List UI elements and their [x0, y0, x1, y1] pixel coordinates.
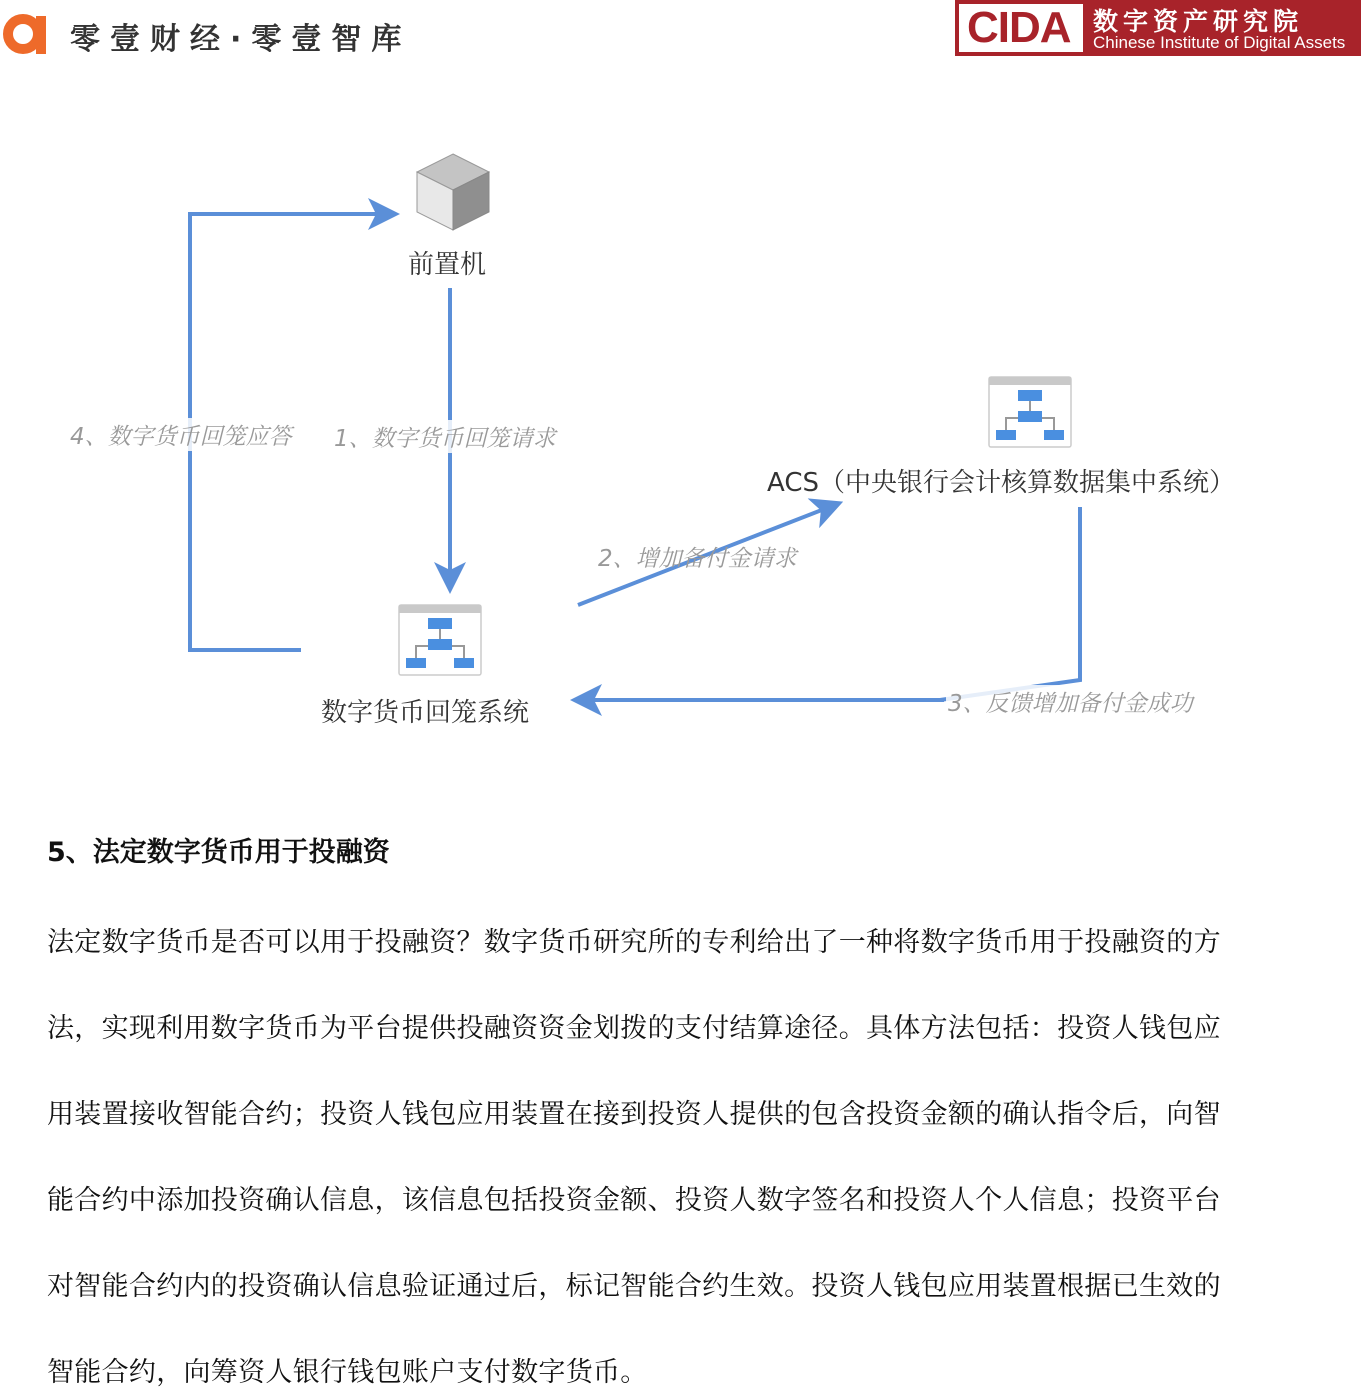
cida-letters: CIDA: [967, 3, 1071, 52]
hierarchy-system-icon: [988, 376, 1072, 448]
brand-name: 零壹财经·零壹智库: [70, 22, 412, 57]
paragraph-line: 能合约中添加投资确认信息，该信息包括投资金额、投资人数字签名和投资人个人信息；投资平台: [47, 1185, 1221, 1216]
edge-label-step2: 2、增加备付金请求: [598, 546, 797, 572]
edge-label-step3: 3、反馈增加备付金成功: [946, 685, 1195, 718]
cida-en-name: Chinese Institute of Digital Assets: [1093, 33, 1346, 52]
node-acs: ACS（中央银行会计核算数据集中系统）: [767, 468, 1235, 498]
flow-diagram: [0, 140, 1361, 760]
edge-label-step1: 1、数字货币回笼请求: [332, 420, 558, 453]
paragraph-line: 法，实现利用数字货币为平台提供投融资资金划拨的支付结算途径。具体方法包括：投资人钱包应: [47, 1013, 1221, 1044]
cida-cn-name: 数字资产研究院: [1093, 7, 1304, 36]
edge-label-step4: 4、数字货币回笼应答: [68, 418, 294, 451]
paragraph-line: 对智能合约内的投资确认信息验证通过后，标记智能合约生效。投资人钱包应用装置根据已生效的: [47, 1271, 1221, 1302]
hierarchy-system-icon: [398, 604, 482, 676]
section-title: 5、法定数字货币用于投融资: [47, 837, 390, 868]
lingyi-logo-icon: [2, 12, 50, 56]
node-front-machine: 前置机: [408, 250, 487, 280]
cida-letter-box: [959, 4, 1083, 52]
server-cube-icon: [414, 152, 492, 232]
paragraph-line: 法定数字货币是否可以用于投融资？数字货币研究所的专利给出了一种将数字货币用于投融资的方: [47, 927, 1221, 958]
paragraph-line: 智能合约，向筹资人银行钱包账户支付数字货币。: [47, 1357, 648, 1388]
cida-logo: [955, 0, 1361, 56]
arrow-step3: [578, 507, 1080, 700]
node-recall-system: 数字货币回笼系统: [321, 698, 530, 728]
paragraph-line: 用装置接收智能合约；投资人钱包应用装置在接到投资人提供的包含投资金额的确认指令后，向智: [47, 1099, 1221, 1130]
